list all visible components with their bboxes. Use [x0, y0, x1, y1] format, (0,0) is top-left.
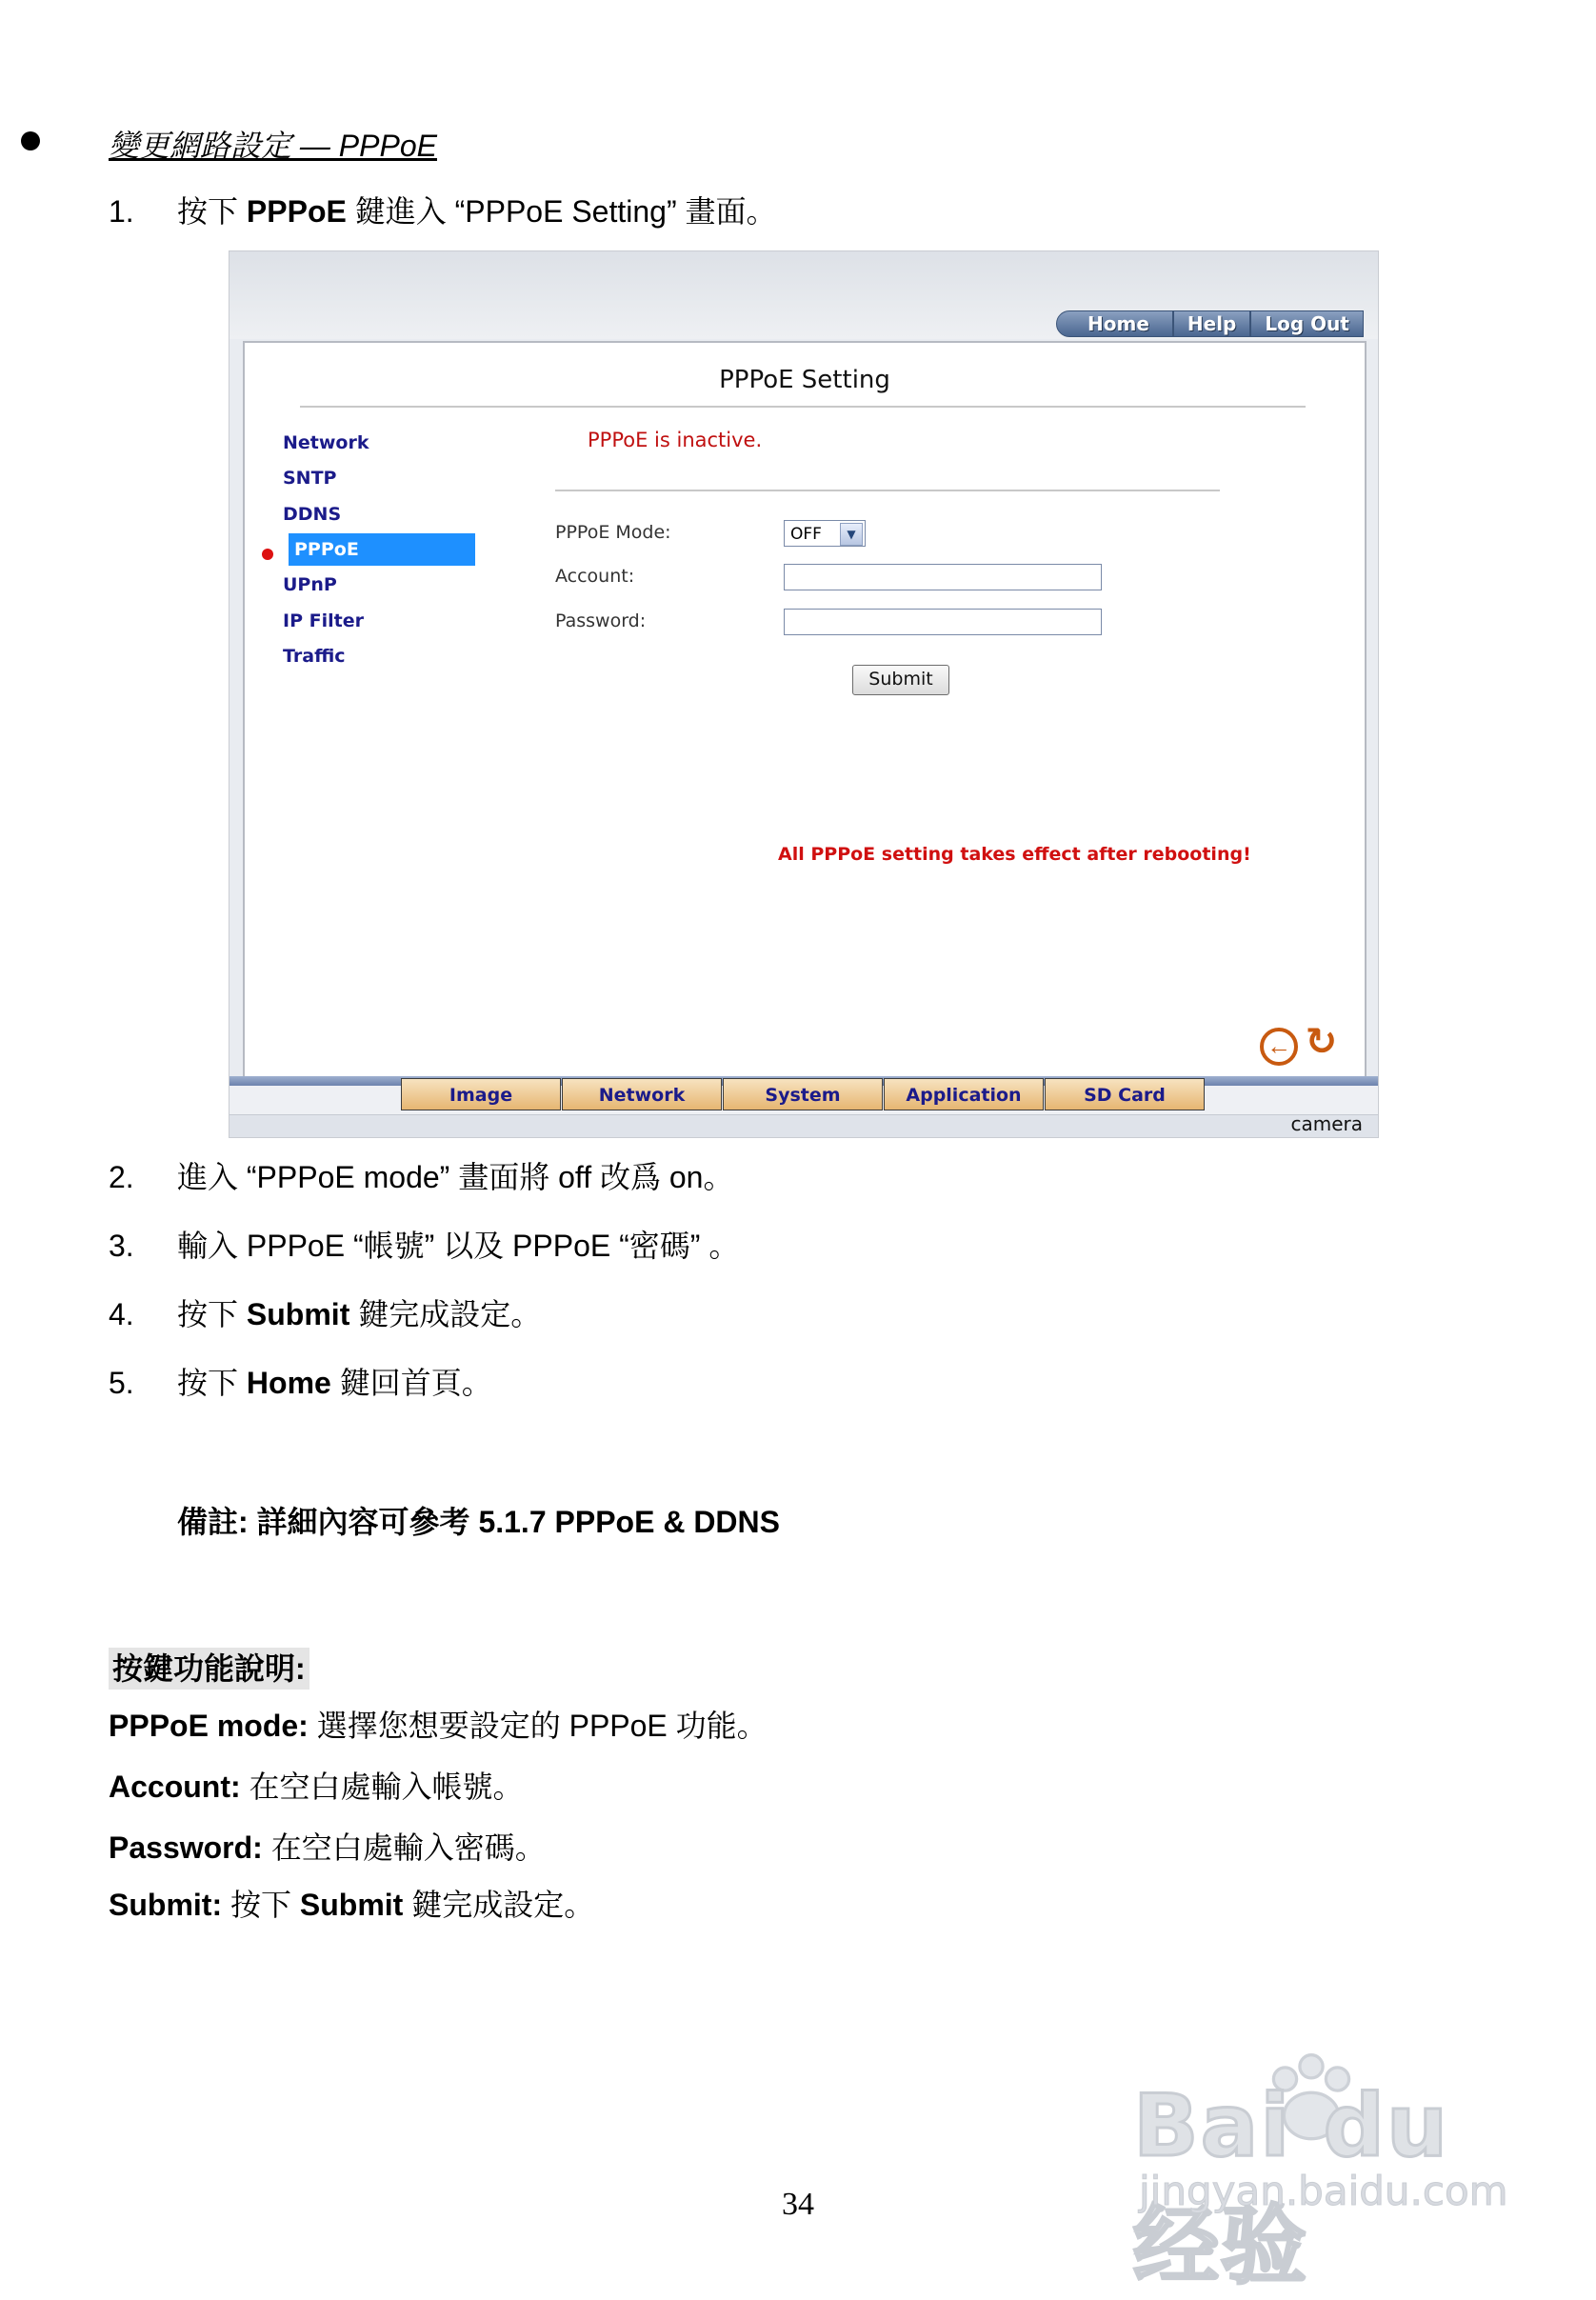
sidebar-item-sntp[interactable]: SNTP — [283, 468, 337, 489]
explanation-item: Password: 在空白處輸入密碼。 — [109, 1830, 546, 1865]
account-input[interactable] — [784, 564, 1102, 590]
watermark-url: jingyan.baidu.com — [1139, 2168, 1508, 2214]
logout-link[interactable]: Log Out — [1250, 310, 1364, 337]
bullet-dot — [21, 131, 40, 150]
step-1-text: 按下 PPPoE 鍵進入 “PPPoE Setting” 畫面。 — [177, 194, 777, 229]
page-number: 34 — [782, 2187, 814, 2222]
account-label: Account: — [555, 566, 635, 587]
explanation-item: PPPoE mode: 選擇您想要設定的 PPPoE 功能。 — [109, 1709, 768, 1743]
sidebar-item-traffic[interactable]: Traffic — [283, 646, 346, 667]
mode-value: OFF — [790, 525, 822, 544]
submit-button[interactable]: Submit — [852, 665, 949, 695]
divider — [300, 406, 1306, 408]
refresh-icon[interactable]: ↻ — [1305, 1021, 1338, 1063]
sidebar-item-ip-filter[interactable]: IP Filter — [283, 610, 364, 631]
home-link[interactable]: Home — [1056, 310, 1173, 337]
tab-image[interactable]: Image — [401, 1078, 561, 1110]
explanation-item: Submit: 按下 Submit 鍵完成設定。 — [109, 1888, 595, 1922]
mode-label: PPPoE Mode: — [555, 522, 671, 543]
tab-sd-card[interactable]: SD Card — [1045, 1078, 1205, 1110]
step-number: 5. — [109, 1366, 134, 1400]
back-arrow-icon[interactable]: ← — [1260, 1028, 1298, 1066]
watermark — [1133, 2048, 1514, 2296]
panel-title: PPPoE Setting — [719, 366, 890, 394]
step-number: 2. — [109, 1160, 134, 1194]
nav-icons — [1260, 1023, 1340, 1066]
watermark-logo: Bai du 经验 — [1133, 2076, 1450, 2296]
sidebar-item-pppoe[interactable]: PPPoE — [289, 533, 475, 566]
step-5-text: 按下 Home 鍵回首頁。 — [177, 1366, 492, 1400]
sidebar-item-upnp[interactable]: UPnP — [283, 574, 337, 595]
remark-note: 備註: 詳細內容可參考 5.1.7 PPPoE & DDNS — [177, 1505, 780, 1539]
active-indicator-icon — [262, 549, 273, 560]
section-heading: 變更網路設定 — PPPoE — [109, 129, 437, 163]
sidebar-item-network[interactable]: Network — [283, 432, 369, 453]
step-2-text: 進入 “PPPoE mode” 畫面將 off 改爲 on。 — [177, 1160, 734, 1194]
password-input[interactable] — [784, 609, 1102, 635]
step-number: 4. — [109, 1297, 134, 1331]
step-4-text: 按下 Submit 鍵完成設定。 — [177, 1297, 542, 1331]
password-label: Password: — [555, 610, 647, 631]
camera-ui-screenshot — [229, 250, 1379, 1138]
tab-system[interactable]: System — [723, 1078, 883, 1110]
top-nav — [1056, 310, 1364, 337]
pppoe-mode-select[interactable] — [784, 520, 866, 547]
status-text: PPPoE is inactive. — [588, 429, 763, 451]
divider — [555, 490, 1220, 491]
tab-network[interactable]: Network — [562, 1078, 722, 1110]
help-link[interactable]: Help — [1173, 310, 1250, 337]
step-3-text: 輸入 PPPoE “帳號” 以及 PPPoE “密碼” 。 — [177, 1229, 740, 1263]
sidebar-item-ddns[interactable]: DDNS — [283, 504, 342, 525]
chevron-down-icon: ▼ — [840, 523, 863, 546]
explanation-item: Account: 在空白處輸入帳號。 — [109, 1770, 524, 1804]
explanation-title: 按鍵功能說明: — [109, 1648, 309, 1690]
brand-label: camera — [1290, 1112, 1363, 1135]
step-number: 1. — [109, 194, 134, 229]
step-number: 3. — [109, 1229, 134, 1263]
tab-application[interactable]: Application — [884, 1078, 1044, 1110]
footer-strip — [229, 1114, 1378, 1138]
reboot-notice: All PPPoE setting takes effect after rebooting! — [778, 844, 1251, 865]
settings-panel — [243, 341, 1367, 1078]
bottom-tabs — [401, 1078, 1206, 1110]
